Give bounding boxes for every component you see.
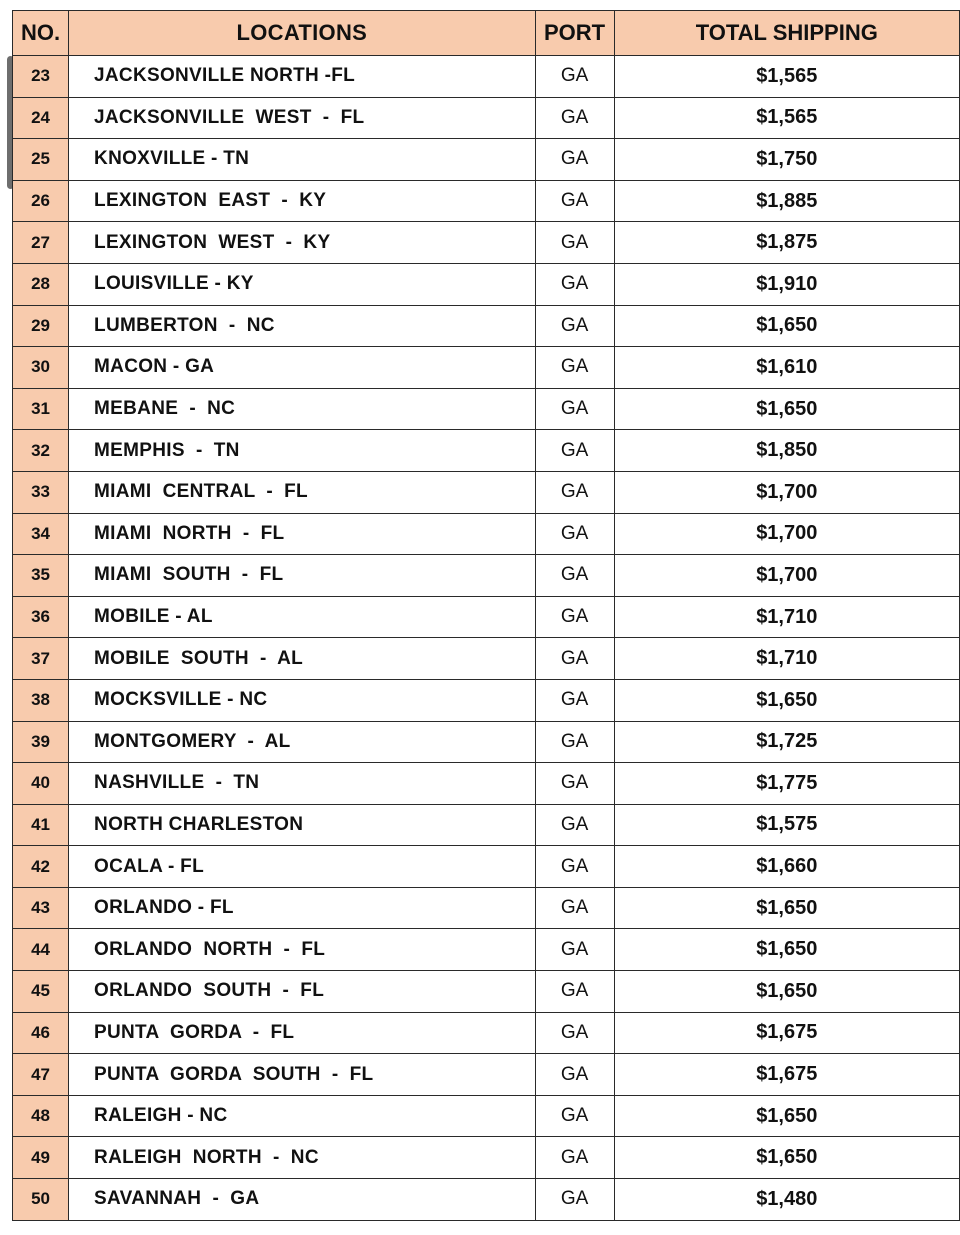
row-number-cell: 35 (13, 555, 69, 597)
table-row (13, 56, 960, 98)
table-row (13, 555, 960, 597)
port-cell: GA (535, 222, 614, 264)
table-row (13, 929, 960, 971)
table-row (13, 679, 960, 721)
port-cell: GA (535, 763, 614, 805)
port-cell: GA (535, 471, 614, 513)
row-number-cell: 47 (13, 1054, 69, 1096)
table-row (13, 305, 960, 347)
location-cell: MOBILE SOUTH - AL (69, 638, 536, 680)
row-number-cell: 38 (13, 679, 69, 721)
total-shipping-cell: $1,700 (614, 471, 959, 513)
row-number-cell: 28 (13, 263, 69, 305)
table-row (13, 471, 960, 513)
total-shipping-cell: $1,480 (614, 1179, 959, 1221)
row-number-cell: 36 (13, 596, 69, 638)
table-row (13, 971, 960, 1013)
port-cell: GA (535, 679, 614, 721)
location-cell: RALEIGH NORTH - NC (69, 1137, 536, 1179)
total-shipping-cell: $1,850 (614, 430, 959, 472)
port-cell: GA (535, 887, 614, 929)
location-cell: PUNTA GORDA - FL (69, 1012, 536, 1054)
total-shipping-cell: $1,710 (614, 638, 959, 680)
row-number-cell: 45 (13, 971, 69, 1013)
row-number-cell: 48 (13, 1095, 69, 1137)
location-cell: JACKSONVILLE WEST - FL (69, 97, 536, 139)
port-cell: GA (535, 430, 614, 472)
row-number-cell: 44 (13, 929, 69, 971)
port-cell: GA (535, 1054, 614, 1096)
location-cell: MIAMI NORTH - FL (69, 513, 536, 555)
row-number-cell: 33 (13, 471, 69, 513)
total-shipping-cell: $1,910 (614, 263, 959, 305)
total-shipping-cell: $1,775 (614, 763, 959, 805)
port-cell: GA (535, 638, 614, 680)
row-number-cell: 29 (13, 305, 69, 347)
port-cell: GA (535, 555, 614, 597)
table-row (13, 721, 960, 763)
location-cell: RALEIGH - NC (69, 1095, 536, 1137)
total-shipping-cell: $1,885 (614, 180, 959, 222)
location-cell: KNOXVILLE - TN (69, 139, 536, 181)
location-cell: OCALA - FL (69, 846, 536, 888)
total-shipping-cell: $1,650 (614, 679, 959, 721)
location-cell: NASHVILLE - TN (69, 763, 536, 805)
table-row (13, 222, 960, 264)
total-shipping-cell: $1,650 (614, 305, 959, 347)
header-locations: LOCATIONS (69, 11, 536, 56)
total-shipping-cell: $1,650 (614, 388, 959, 430)
total-shipping-cell: $1,875 (614, 222, 959, 264)
table-row (13, 1137, 960, 1179)
header-no: NO. (13, 11, 69, 56)
row-number-cell: 32 (13, 430, 69, 472)
table-row (13, 596, 960, 638)
total-shipping-cell: $1,650 (614, 971, 959, 1013)
total-shipping-cell: $1,750 (614, 139, 959, 181)
total-shipping-cell: $1,650 (614, 887, 959, 929)
location-cell: ORLANDO SOUTH - FL (69, 971, 536, 1013)
location-cell: JACKSONVILLE NORTH -FL (69, 56, 536, 98)
row-number-cell: 42 (13, 846, 69, 888)
location-cell: MIAMI CENTRAL - FL (69, 471, 536, 513)
row-number-cell: 46 (13, 1012, 69, 1054)
total-shipping-cell: $1,610 (614, 347, 959, 389)
port-cell: GA (535, 97, 614, 139)
total-shipping-cell: $1,565 (614, 56, 959, 98)
port-cell: GA (535, 347, 614, 389)
table-row (13, 1054, 960, 1096)
row-number-cell: 40 (13, 763, 69, 805)
table-row (13, 180, 960, 222)
header-port: PORT (535, 11, 614, 56)
port-cell: GA (535, 1137, 614, 1179)
total-shipping-cell: $1,650 (614, 1095, 959, 1137)
total-shipping-cell: $1,675 (614, 1012, 959, 1054)
total-shipping-cell: $1,565 (614, 97, 959, 139)
shipping-rates-table (12, 10, 960, 1221)
total-shipping-cell: $1,700 (614, 555, 959, 597)
location-cell: LOUISVILLE - KY (69, 263, 536, 305)
location-cell: MONTGOMERY - AL (69, 721, 536, 763)
total-shipping-cell: $1,575 (614, 804, 959, 846)
row-number-cell: 25 (13, 139, 69, 181)
port-cell: GA (535, 846, 614, 888)
location-cell: LEXINGTON WEST - KY (69, 222, 536, 264)
port-cell: GA (535, 56, 614, 98)
total-shipping-cell: $1,725 (614, 721, 959, 763)
port-cell: GA (535, 263, 614, 305)
port-cell: GA (535, 305, 614, 347)
row-number-cell: 41 (13, 804, 69, 846)
total-shipping-cell: $1,650 (614, 929, 959, 971)
location-cell: NORTH CHARLESTON (69, 804, 536, 846)
row-number-cell: 49 (13, 1137, 69, 1179)
location-cell: MEMPHIS - TN (69, 430, 536, 472)
port-cell: GA (535, 971, 614, 1013)
port-cell: GA (535, 804, 614, 846)
port-cell: GA (535, 1179, 614, 1221)
location-cell: ORLANDO - FL (69, 887, 536, 929)
port-cell: GA (535, 721, 614, 763)
table-row (13, 513, 960, 555)
location-cell: MACON - GA (69, 347, 536, 389)
location-cell: MOBILE - AL (69, 596, 536, 638)
table-row (13, 430, 960, 472)
location-cell: SAVANNAH - GA (69, 1179, 536, 1221)
table-row (13, 388, 960, 430)
row-number-cell: 24 (13, 97, 69, 139)
table-row (13, 1095, 960, 1137)
port-cell: GA (535, 596, 614, 638)
table-row (13, 763, 960, 805)
port-cell: GA (535, 1012, 614, 1054)
location-cell: MOCKSVILLE - NC (69, 679, 536, 721)
table-header (13, 11, 960, 56)
row-number-cell: 34 (13, 513, 69, 555)
total-shipping-cell: $1,675 (614, 1054, 959, 1096)
table-row (13, 638, 960, 680)
port-cell: GA (535, 180, 614, 222)
location-cell: LEXINGTON EAST - KY (69, 180, 536, 222)
table-row (13, 846, 960, 888)
table-row (13, 804, 960, 846)
table-row (13, 263, 960, 305)
table-row (13, 97, 960, 139)
total-shipping-cell: $1,650 (614, 1137, 959, 1179)
port-cell: GA (535, 513, 614, 555)
port-cell: GA (535, 929, 614, 971)
header-total-shipping: TOTAL SHIPPING (614, 11, 959, 56)
port-cell: GA (535, 1095, 614, 1137)
total-shipping-cell: $1,700 (614, 513, 959, 555)
header-row (13, 11, 960, 56)
row-number-cell: 27 (13, 222, 69, 264)
table-row (13, 347, 960, 389)
row-number-cell: 39 (13, 721, 69, 763)
location-cell: MIAMI SOUTH - FL (69, 555, 536, 597)
port-cell: GA (535, 388, 614, 430)
row-number-cell: 30 (13, 347, 69, 389)
row-number-cell: 50 (13, 1179, 69, 1221)
table-row (13, 1179, 960, 1221)
location-cell: ORLANDO NORTH - FL (69, 929, 536, 971)
table-row (13, 1012, 960, 1054)
row-number-cell: 23 (13, 56, 69, 98)
table-row (13, 887, 960, 929)
location-cell: LUMBERTON - NC (69, 305, 536, 347)
table-body (13, 56, 960, 1221)
location-cell: MEBANE - NC (69, 388, 536, 430)
row-number-cell: 26 (13, 180, 69, 222)
total-shipping-cell: $1,660 (614, 846, 959, 888)
location-cell: PUNTA GORDA SOUTH - FL (69, 1054, 536, 1096)
row-number-cell: 37 (13, 638, 69, 680)
port-cell: GA (535, 139, 614, 181)
total-shipping-cell: $1,710 (614, 596, 959, 638)
row-number-cell: 31 (13, 388, 69, 430)
row-number-cell: 43 (13, 887, 69, 929)
table-row (13, 139, 960, 181)
